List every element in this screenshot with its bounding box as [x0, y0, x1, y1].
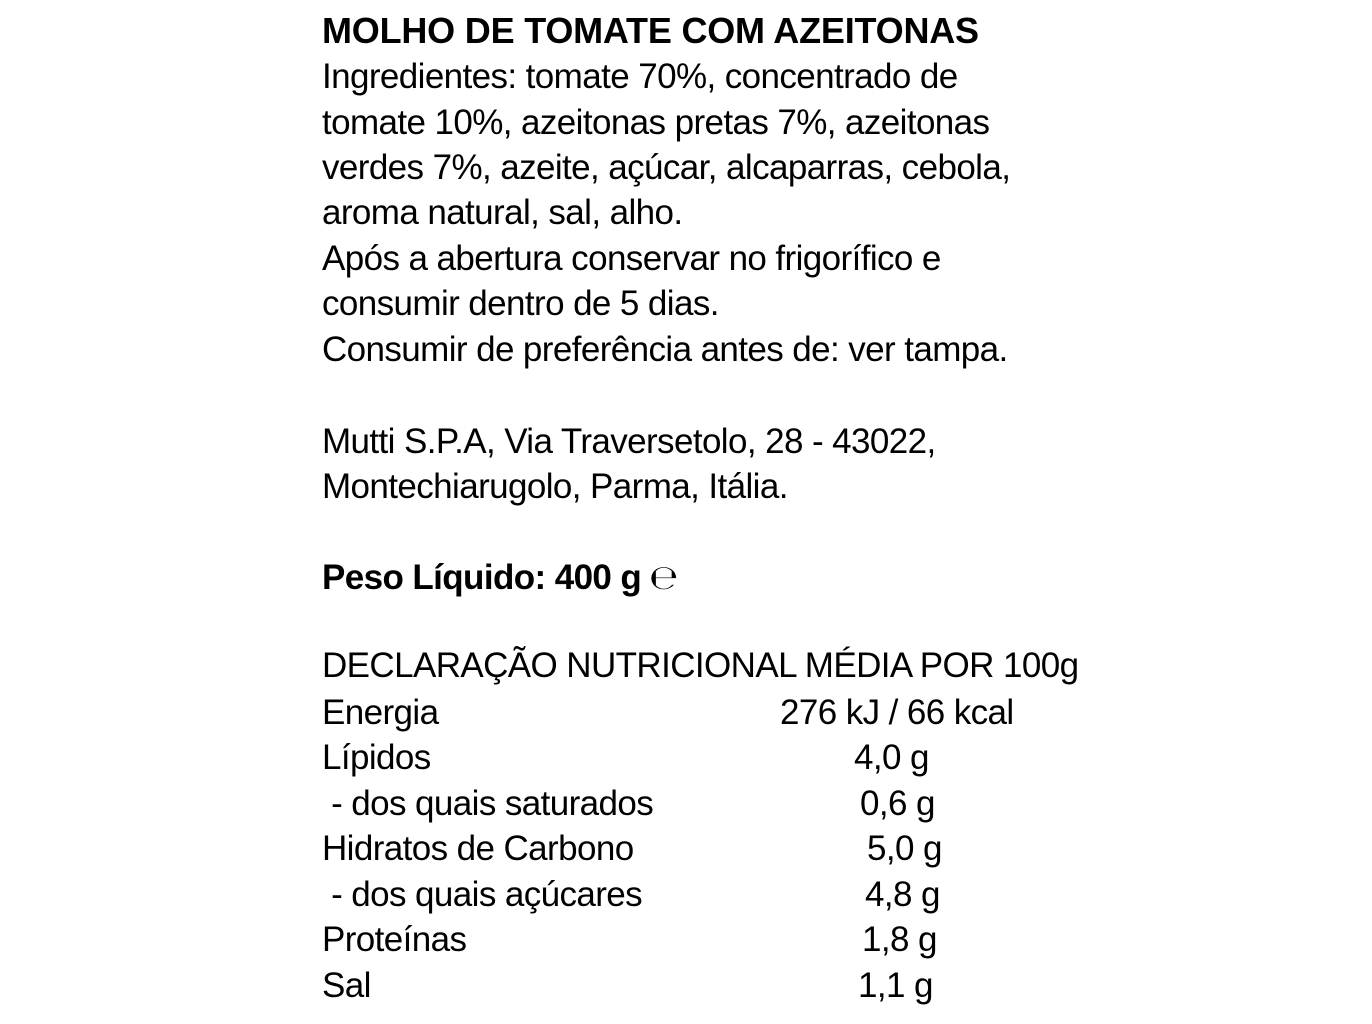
manufacturer-line-2: Montechiarugolo, Parma, Itália.	[322, 467, 788, 506]
nutrition-row-acucares	[322, 872, 1062, 918]
nutrition-row-value: 0,6 g	[860, 784, 935, 823]
nutrition-row-name: Proteínas	[322, 920, 467, 959]
nutrition-row-sal	[322, 963, 1062, 1009]
nutrition-row-name: - dos quais saturados	[322, 784, 654, 823]
nutrition-row-hidratos	[322, 826, 1062, 872]
nutrition-row-value: 276 kJ / 66 kcal	[780, 693, 1014, 732]
storage-line-2: consumir dentro de 5 dias.	[322, 284, 719, 323]
nutrition-row-name: - dos quais açúcares	[322, 875, 643, 914]
manufacturer-line-1: Mutti S.P.A, Via Traversetolo, 28 - 43022,	[322, 422, 936, 461]
estimated-sign-icon: ℮	[649, 558, 678, 598]
nutrition-row-value: 4,0 g	[854, 738, 929, 777]
ingredients-line-1: Ingredientes: tomate 70%, concentrado de	[322, 57, 958, 96]
nutrition-row-value: 1,1 g	[858, 966, 933, 1005]
nutrition-row-proteinas	[322, 917, 1062, 963]
nutrition-header: DECLARAÇÃO NUTRICIONAL MÉDIA POR 100g	[322, 646, 1079, 685]
nutrition-row-saturados	[322, 781, 1062, 827]
storage-line-1: Após a abertura conservar no frigorífico e	[322, 239, 941, 278]
ingredients-line-2: tomate 10%, azeitonas pretas 7%, azeitonas	[322, 103, 990, 142]
nutrition-row-value: 1,8 g	[862, 920, 937, 959]
nutrition-row-name: Lípidos	[322, 738, 431, 777]
nutrition-row-name: Sal	[322, 966, 371, 1005]
nutrition-row-value: 5,0 g	[867, 829, 942, 868]
best-before-text: Consumir de preferência antes de: ver tampa.	[322, 330, 1008, 369]
nutrition-row-value: 4,8 g	[865, 875, 940, 914]
net-weight	[322, 555, 678, 601]
ingredients-line-4: aroma natural, sal, alho.	[322, 193, 683, 232]
ingredients-line-3: verdes 7%, azeite, açúcar, alcaparras, cebola,	[322, 148, 1011, 187]
product-title: MOLHO DE TOMATE COM AZEITONAS	[322, 10, 979, 51]
nutrition-row-name: Hidratos de Carbono	[322, 829, 634, 868]
nutrition-row-energia	[322, 690, 1062, 736]
nutrition-row-name: Energia	[322, 693, 439, 732]
nutrition-row-lipidos	[322, 735, 1062, 781]
net-weight-text: Peso Líquido: 400 g	[322, 558, 642, 597]
